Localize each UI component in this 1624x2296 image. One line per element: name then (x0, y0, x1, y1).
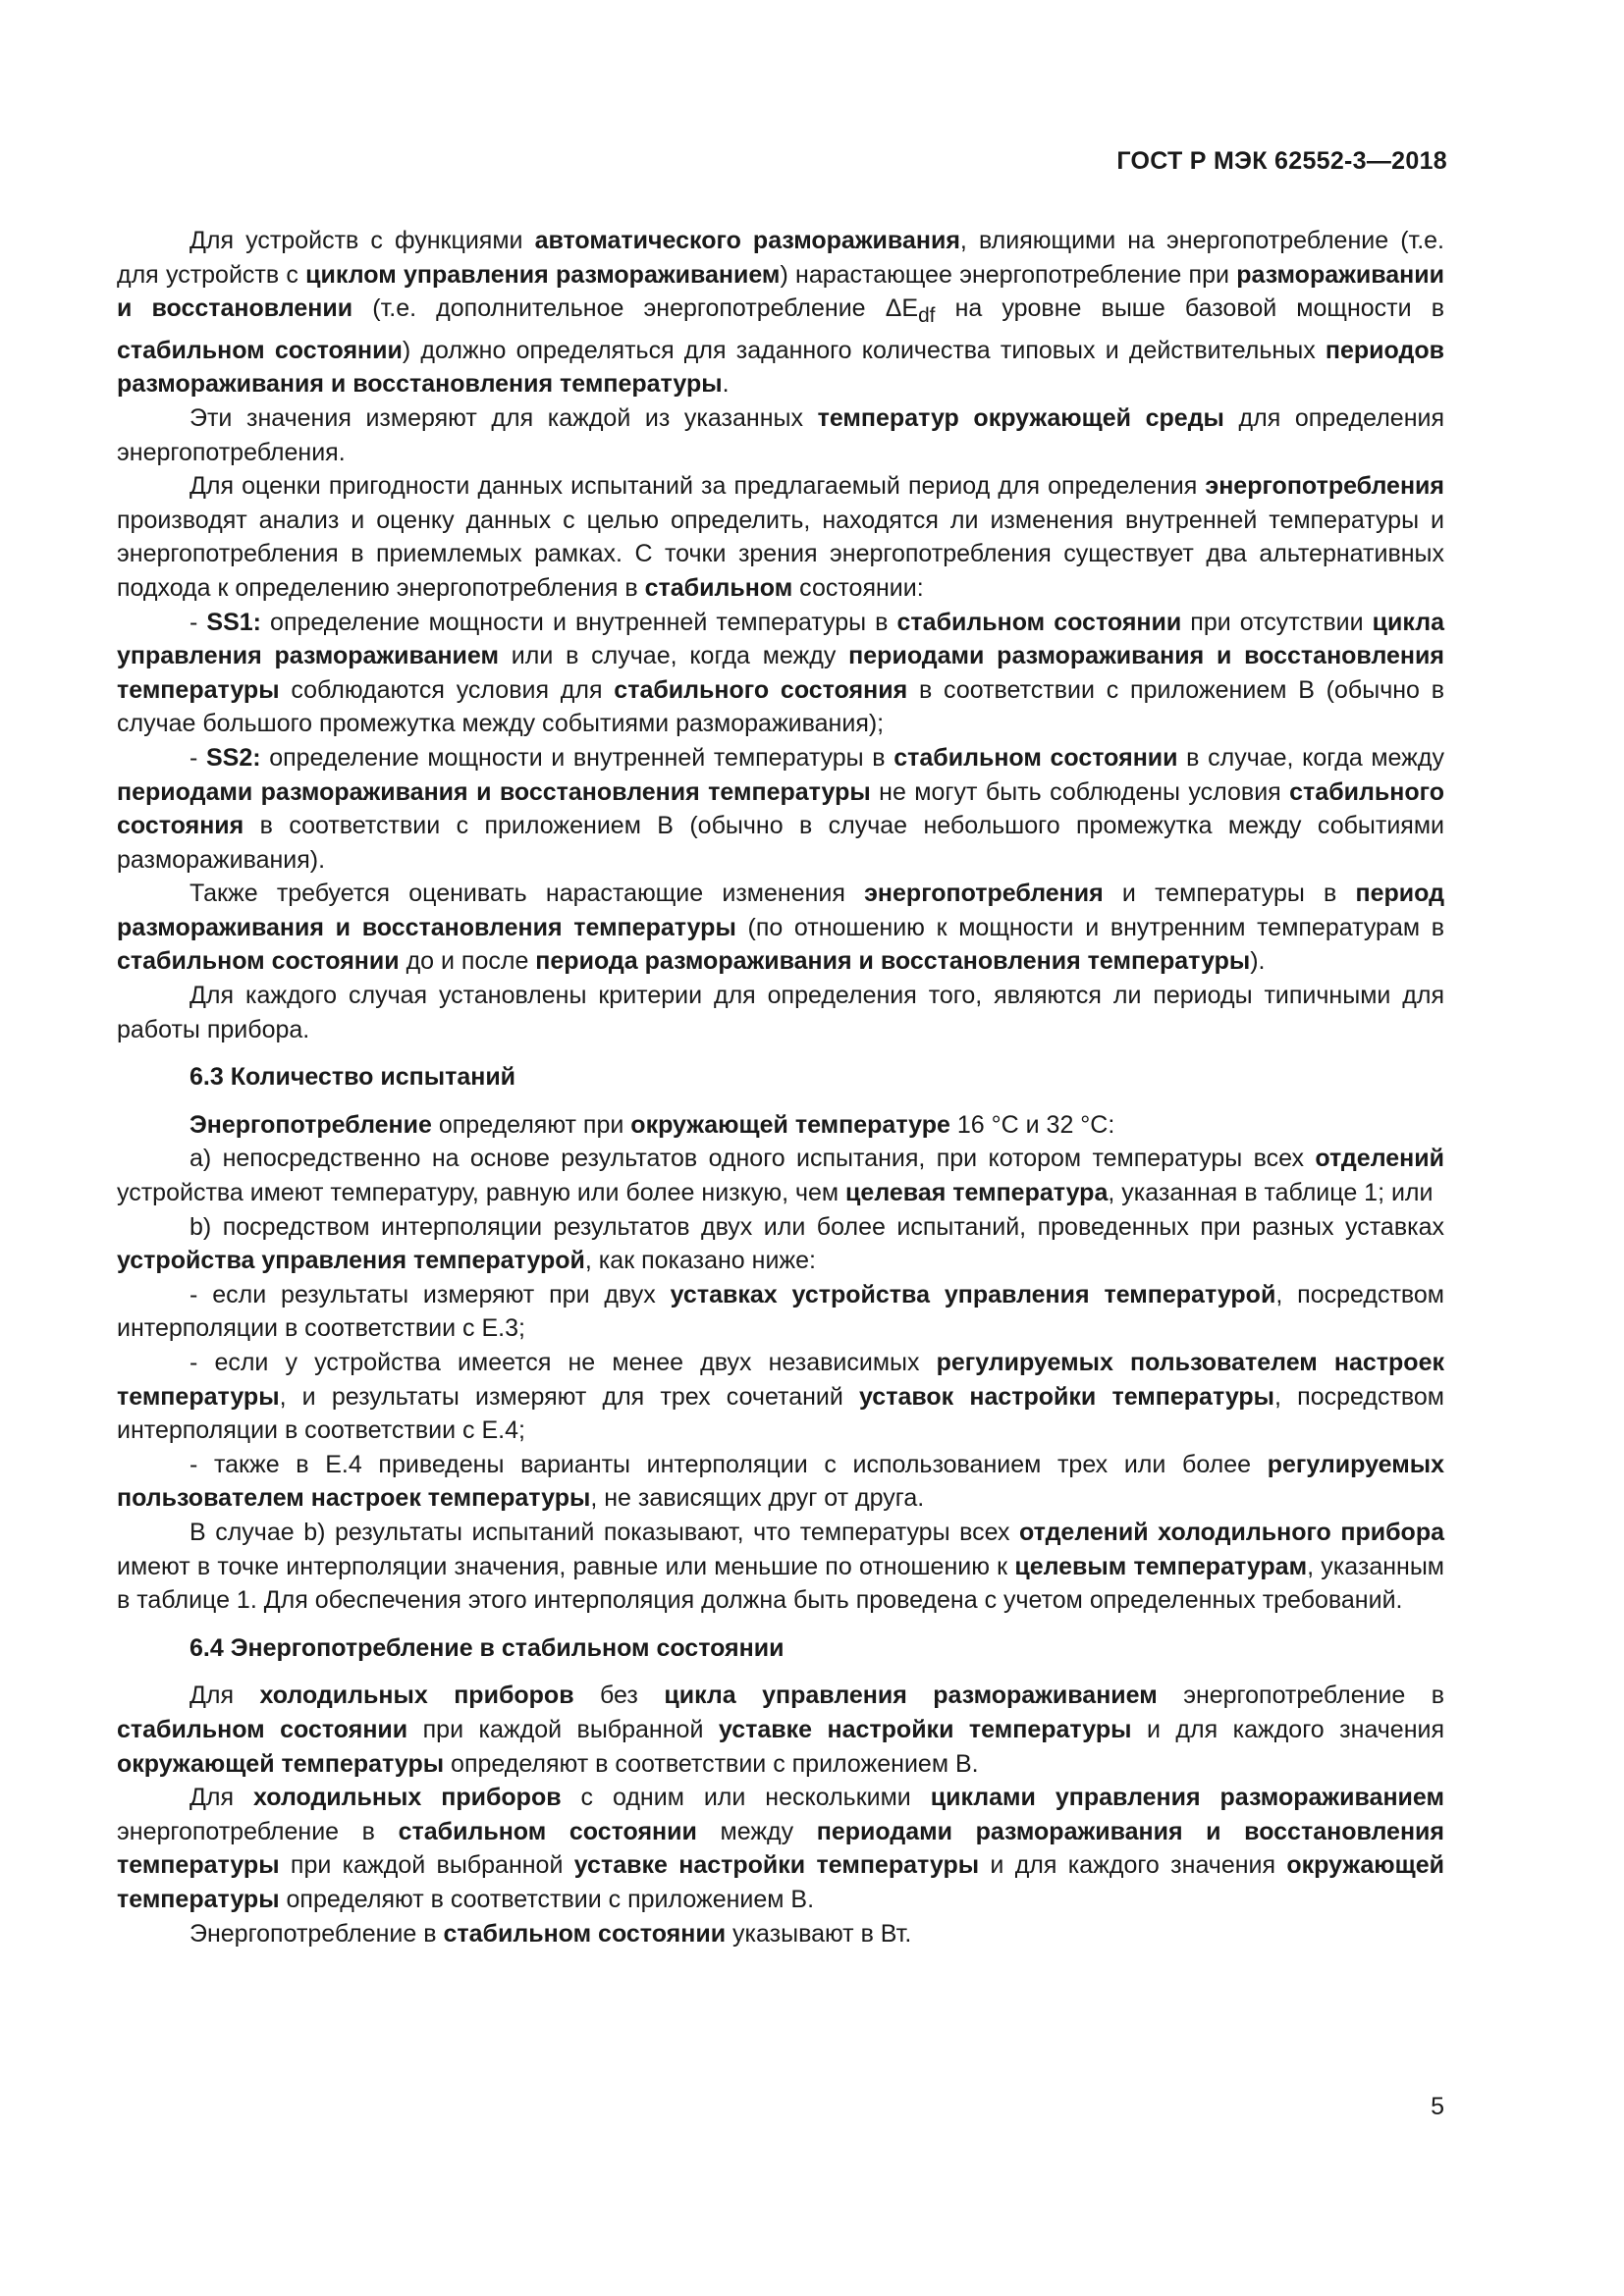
text-run: Для (189, 1784, 254, 1812)
text-run: - также в Е.4 приведены варианты интерполяции с использованием трех или более (189, 1450, 1268, 1478)
section-heading-6-4: 6.4 Энергопотребление в стабильном состоянии (189, 1633, 785, 1662)
text-run: в случае, когда между (1177, 743, 1444, 772)
document-body (117, 224, 1444, 1950)
bold-term: стабильном состоянии (443, 1919, 727, 1948)
bold-term: SS2: (205, 743, 261, 772)
text-run: при каждой выбранной (279, 1851, 574, 1880)
list-item-dash (117, 1448, 1444, 1516)
text-run: , влияющими на энергопотребление (т.е. для устройств с (117, 227, 1445, 289)
bold-term: уставках устройства управления температурой (670, 1280, 1276, 1308)
text-run: , указанным в таблице 1. Для обеспечения этого интерполяция должна быть проведена с учетом определенных требований. (117, 1552, 1444, 1615)
text-run: и температуры в (1103, 880, 1356, 908)
paragraph (117, 469, 1444, 605)
text-run: или в случае, когда между (499, 642, 849, 670)
paragraph (117, 401, 1444, 469)
list-item-ss1 (117, 606, 1444, 741)
paragraph (117, 224, 1444, 401)
text-run: имеют в точке интерполяции значения, равные или меньшие по отношению к (117, 1552, 1015, 1580)
text-run: Для оценки пригодности данных испытаний за предлагаемый период для определения (189, 472, 1206, 501)
paragraph (117, 1917, 1444, 1951)
text-run: , и результаты измеряют для трех сочетаний (279, 1382, 860, 1411)
bold-term: энергопотребления (1205, 472, 1444, 501)
text-run: между (696, 1817, 817, 1845)
text-run: соблюдаются условия для (279, 675, 615, 704)
bold-term: стабильного состояния (117, 777, 1444, 840)
text-run: определение мощности и внутренней температуры в (260, 743, 894, 772)
text-run: в соответствии с приложением В (обычно в случае большого промежутка между событиями размораживания); (117, 675, 1445, 738)
bold-term: целевым температурам (1014, 1552, 1308, 1580)
bold-term: периодами размораживания и восстановления температуры (117, 777, 871, 806)
text-run: определяют в соответствии с приложением В. (444, 1749, 979, 1778)
text-run: Энергопотребление в (189, 1919, 444, 1948)
bold-term: Энергопотребление (189, 1110, 432, 1139)
bold-term: периодами размораживания и восстановления температуры (117, 1817, 1445, 1880)
text-run: и для каждого значения (1131, 1715, 1445, 1743)
bold-term: период размораживания и восстановления температуры (117, 880, 1444, 941)
text-run: - если результаты измеряют при двух (189, 1280, 671, 1308)
bold-term: уставке настройки температуры (718, 1715, 1132, 1743)
bold-term: периодами размораживания и восстановления температуры (117, 642, 1444, 704)
text-run: в соответствии с приложением В (обычно в случае небольшого промежутка между событиями размораживания). (117, 812, 1444, 874)
bold-term: автоматического размораживания (534, 227, 960, 254)
bold-term: регулируемых пользователем настроек температуры (117, 1349, 1444, 1411)
bold-term: уставок настройки температуры (859, 1382, 1275, 1411)
bold-term: стабильном состоянии (896, 608, 1182, 636)
text-run: Эти значения измеряют для каждой из указанных (189, 403, 818, 432)
bold-term: стабильного состояния (614, 675, 908, 704)
text-run: Также требуется оценивать нарастающие изменения (189, 880, 865, 908)
text-run: до и после (399, 947, 536, 976)
bold-term: стабильном состоянии (117, 336, 403, 364)
bold-term: стабильном состоянии (117, 947, 400, 976)
bold-term: устройства управления температурой (117, 1247, 585, 1275)
text-run: не могут быть соблюдены условия (870, 777, 1290, 806)
text-run: ) должно определяться для заданного количества типовых и действительных (402, 336, 1326, 364)
text-run: и для каждого значения (979, 1851, 1287, 1880)
text-run: состоянии: (792, 573, 924, 602)
text-run: определение мощности и внутренней температуры в (260, 608, 897, 636)
paragraph (117, 1108, 1444, 1143)
bold-term: холодильных приборов (253, 1784, 562, 1812)
text-run: указывают в Вт. (726, 1919, 912, 1948)
text-run: энергопотребление в (117, 1817, 399, 1845)
text-run: производят анализ и оценку данных с целью определить, находятся ли изменения внутренней температуры и энергопотребления в приемлемых рамках. С точки зрения энергопотребления существует два альтернативных подхода к определению энергопотребления в (117, 506, 1444, 602)
text-run: 16 °С и 32 °С: (949, 1110, 1115, 1139)
bold-term: холодильных приборов (259, 1682, 574, 1710)
text-run: без (573, 1682, 665, 1710)
text-run: определяют при (431, 1110, 631, 1139)
text-run: , посредством интерполяции в соответствии с Е.3; (117, 1280, 1444, 1343)
bold-term: периода размораживания и восстановления температуры (535, 947, 1251, 976)
text-run: (по отношению к мощности и внутренним температурам в (735, 913, 1444, 941)
text-run: при каждой выбранной (407, 1715, 719, 1743)
text-run: . (722, 370, 730, 399)
text-run: Для (189, 1682, 260, 1710)
bold-term: стабильном состоянии (398, 1817, 697, 1845)
bold-term: энергопотребления (864, 880, 1104, 908)
bold-term: отделений холодильного прибора (1019, 1518, 1444, 1546)
text-run: устройства имеют температуру, равную или более низкую, чем (117, 1179, 846, 1207)
subscript: df (918, 304, 936, 328)
list-item-ss2 (117, 741, 1444, 877)
text-run: b) посредством интерполяции результатов двух или более испытаний, проведенных при разных уставках (189, 1212, 1444, 1241)
paragraph (117, 1516, 1444, 1618)
paragraph (117, 877, 1444, 979)
text-run: - (189, 743, 206, 772)
bold-term: стабильном состоянии (117, 1715, 408, 1743)
bold-term: циклами управления размораживанием (930, 1784, 1444, 1812)
bold-term: периодов размораживания и восстановления температуры (117, 336, 1444, 399)
text-run: , не зависящих друг от друга. (590, 1484, 925, 1513)
text-run: энергопотребление в (1157, 1682, 1444, 1710)
bold-term: цикла управления размораживанием (664, 1682, 1158, 1710)
text-run: (т.е. дополнительное энергопотребление ΔE (352, 294, 919, 323)
text-run: - если у устройства имеется не менее двух независимых (189, 1349, 937, 1376)
page-number: 5 (1431, 2093, 1444, 2120)
text-run: при отсутствии (1181, 608, 1373, 636)
list-item-dash (117, 1346, 1444, 1448)
text-run: Для каждого случая установлены критерии для определения того, являются ли периоды типичными для работы прибора. (117, 982, 1444, 1043)
text-run: ) нарастающее энергопотребление при (780, 260, 1237, 289)
text-run: определяют в соответствии с приложением В. (279, 1885, 815, 1913)
bold-term: окружающей температуре (630, 1110, 950, 1139)
paragraph (117, 979, 1444, 1046)
list-item-a (117, 1142, 1444, 1209)
text-run: ). (1250, 947, 1266, 976)
section-heading-6-3: 6.3 Количество испытаний (189, 1063, 516, 1092)
text-run: , посредством интерполяции в соответствии с Е.4; (117, 1382, 1444, 1445)
bold-term: температур окружающей среды (817, 403, 1224, 432)
bold-term: отделений (1315, 1145, 1444, 1173)
list-item-b (117, 1210, 1444, 1278)
bold-term: окружающей температуры (117, 1749, 445, 1778)
bold-term: SS1: (206, 608, 261, 636)
bold-term: циклом управления размораживанием (305, 260, 781, 289)
bold-term: размораживании и восстановлении (117, 260, 1444, 323)
text-run: с одним или несколькими (561, 1784, 931, 1812)
text-run: на уровне выше базовой мощности в (935, 294, 1444, 323)
text-run: В случае b) результаты испытаний показывают, что температуры всех (189, 1518, 1019, 1546)
bold-term: стабильном (644, 573, 793, 602)
bold-term: окружающей температуры (117, 1851, 1444, 1913)
list-item-dash (117, 1278, 1444, 1346)
text-run: Для устройств с функциями (189, 227, 535, 254)
standard-header: ГОСТ Р МЭК 62552-3—2018 (1116, 147, 1447, 175)
paragraph (117, 1679, 1444, 1781)
text-run: - (189, 608, 207, 636)
bold-term: стабильном состоянии (893, 743, 1178, 772)
text-run: , указанная в таблице 1; или (1108, 1179, 1434, 1207)
bold-term: регулируемых пользователем настроек температуры (117, 1450, 1444, 1513)
text-run: , как показано ниже: (584, 1247, 816, 1275)
paragraph (117, 1781, 1444, 1916)
text-run: а) непосредственно на основе результатов одного испытания, при котором температуры всех (189, 1145, 1316, 1173)
bold-term: уставке настройки температуры (573, 1851, 980, 1880)
text-run: для определения энергопотребления. (117, 403, 1445, 466)
bold-term: целевая температура (845, 1179, 1109, 1207)
bold-term: цикла управления размораживанием (117, 608, 1445, 670)
